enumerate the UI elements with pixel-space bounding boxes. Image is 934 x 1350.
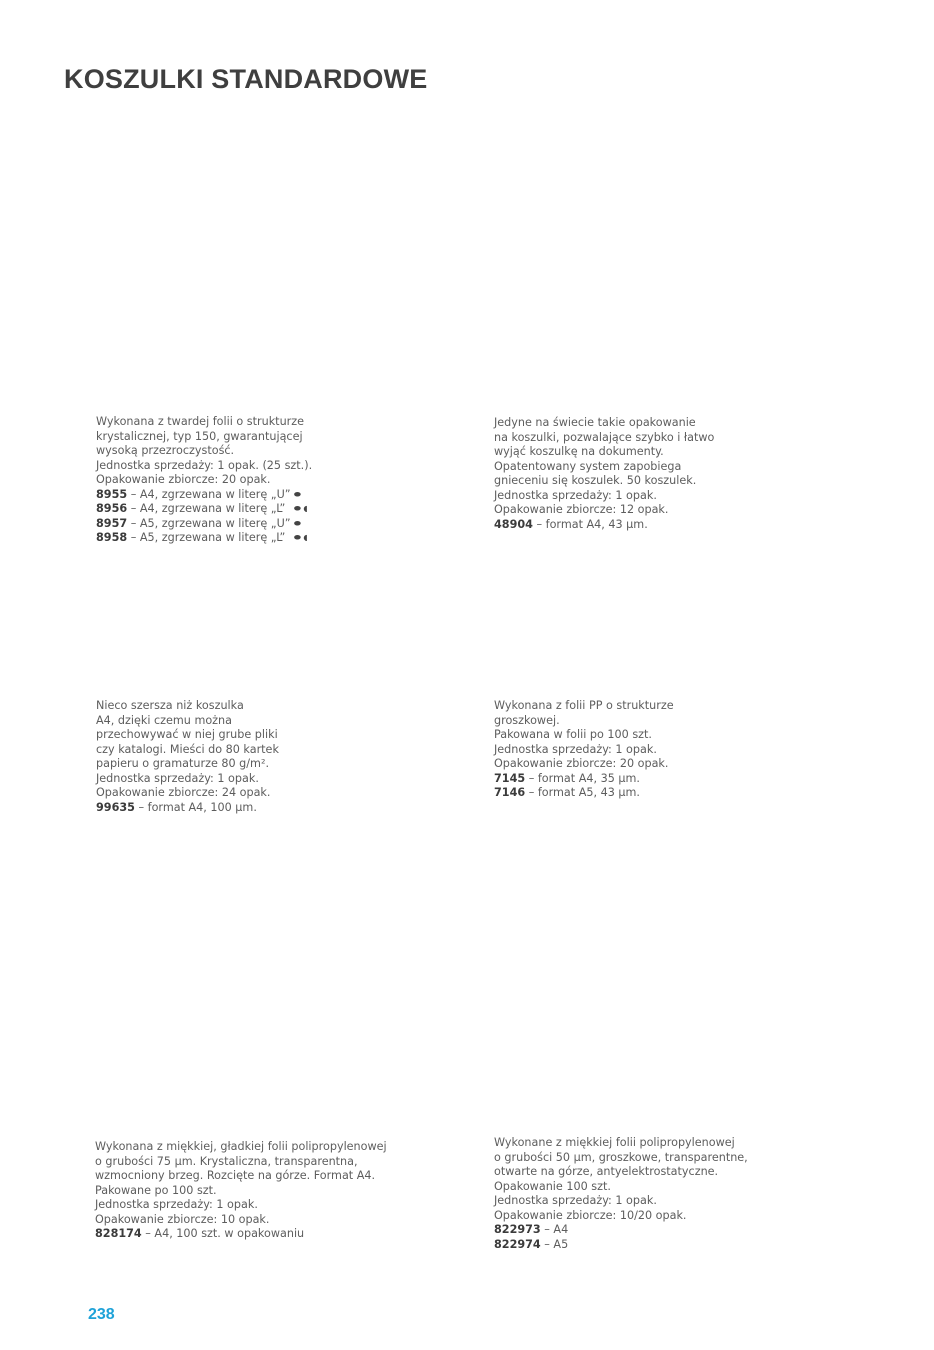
description-line: Opakowanie zbiorcze: 10/20 opak. xyxy=(494,1208,687,1222)
product-code-line xyxy=(494,1223,748,1238)
description-line: wzmocniony brzeg. Rozcięte na górze. Format A4. xyxy=(95,1169,376,1182)
product-code-desc: – A5, zgrzewana w literę „U” xyxy=(127,516,291,530)
description-line: otwarte na górze, antyelektrostatyczne. xyxy=(494,1165,719,1178)
description-line: gnieceniu się koszulek. 50 koszulek. xyxy=(494,474,697,487)
product-description-6 xyxy=(494,1136,748,1252)
product-code-desc: – A4, zgrzewana w literę „U” xyxy=(127,487,291,501)
symbol-icon: ⬬ ◖ xyxy=(294,504,308,513)
description-line: wysoką przezroczystość. xyxy=(96,444,235,457)
description-line: przechowywać w niej grube pliki xyxy=(96,728,278,741)
description-line: o grubości 50 μm, groszkowe, transparentne, xyxy=(494,1150,748,1164)
product-code-line xyxy=(96,502,312,517)
product-description-3 xyxy=(96,699,279,815)
product-code: 8958 xyxy=(96,531,128,544)
page-number: 238 xyxy=(88,1306,115,1323)
description-line: groszkowej. xyxy=(494,713,560,727)
description-line: A4, dzięki czemu można xyxy=(96,713,233,727)
product-code-line xyxy=(96,517,312,532)
product-code-line xyxy=(494,518,714,533)
product-description-5 xyxy=(95,1140,387,1242)
product-code: 8957 xyxy=(96,516,128,530)
product-code: 828174 xyxy=(95,1227,142,1240)
description-line: o grubości 75 μm. Krystaliczna, transparentna, xyxy=(95,1154,358,1168)
description-line: Jedyne na świecie takie opakowanie xyxy=(494,416,696,429)
description-line: Opakowanie zbiorcze: 10 opak. xyxy=(95,1212,270,1226)
product-code: 822973 xyxy=(494,1223,541,1236)
product-code-desc: – A4, zgrzewana w literę „L” xyxy=(127,502,286,515)
description-line: wyjąć koszulkę na dokumenty. xyxy=(494,445,664,458)
symbol-icon: ⬬ ◖ xyxy=(294,533,308,542)
product-code-desc: – A5 xyxy=(540,1237,569,1251)
description-line: Jednostka sprzedaży: 1 opak. xyxy=(494,742,657,756)
product-code-line xyxy=(96,488,312,503)
description-line: Opakowanie 100 szt. xyxy=(494,1179,611,1193)
description-line: Jednostka sprzedaży: 1 opak. xyxy=(494,1194,657,1207)
description-line: Jednostka sprzedaży: 1 opak. (25 szt.). xyxy=(96,458,313,472)
description-line: Opatentowany system zapobiega xyxy=(494,459,682,473)
product-code: 8955 xyxy=(96,487,128,501)
description-line: Pakowane po 100 szt. xyxy=(95,1183,217,1197)
product-code: 7145 xyxy=(494,771,526,785)
product-code-desc: – A5, zgrzewana w literę „L” xyxy=(127,531,286,544)
product-code: 99635 xyxy=(96,800,135,814)
product-code-line xyxy=(494,772,674,787)
description-line: Jednostka sprzedaży: 1 opak. xyxy=(494,488,657,502)
product-code-desc: – format A4, 35 μm. xyxy=(525,771,640,785)
description-line: Wykonana z folii PP o strukturze xyxy=(494,699,674,712)
description-line: czy katalogi. Mieści do 80 kartek xyxy=(96,742,279,756)
product-code-desc: – format A4, 43 μm. xyxy=(532,517,648,531)
description-line: Nieco szersza niż koszulka xyxy=(96,699,244,712)
product-code-desc: – format A5, 43 μm. xyxy=(525,786,640,799)
product-description-1 xyxy=(96,415,312,546)
product-description-4 xyxy=(494,699,674,801)
description-line: Pakowana w folii po 100 szt. xyxy=(494,728,652,741)
description-line: na koszulki, pozwalające szybko i łatwo xyxy=(494,430,715,444)
product-code-line xyxy=(494,786,674,801)
description-line: papieru o gramaturze 80 g/m². xyxy=(96,757,269,770)
product-code-desc: – A4, 100 szt. w opakowaniu xyxy=(141,1227,305,1240)
description-line: Opakowanie zbiorcze: 12 opak. xyxy=(494,503,669,516)
description-line: Opakowanie zbiorcze: 20 opak. xyxy=(96,473,271,486)
description-line: Jednostka sprzedaży: 1 opak. xyxy=(95,1198,258,1211)
description-line: Wykonane z miękkiej folii polipropylenowej xyxy=(494,1136,735,1149)
description-line: krystalicznej, typ 150, gwarantującej xyxy=(96,429,303,443)
product-code: 822974 xyxy=(494,1237,541,1251)
product-description-2 xyxy=(494,416,714,532)
product-code-line xyxy=(95,1227,387,1242)
description-line: Opakowanie zbiorcze: 20 opak. xyxy=(494,757,669,770)
product-code-desc: – A4 xyxy=(540,1223,569,1236)
description-line: Wykonana z miękkiej, gładkiej folii polipropylenowej xyxy=(95,1140,387,1153)
product-code: 7146 xyxy=(494,786,526,799)
page-title: KOSZULKI STANDARDOWE xyxy=(64,64,428,94)
product-code-desc: – format A4, 100 μm. xyxy=(134,800,257,814)
product-code-line xyxy=(96,801,279,816)
product-code: 8956 xyxy=(96,502,128,515)
product-code-line xyxy=(96,531,312,546)
description-line: Wykonana z twardej folii o strukturze xyxy=(96,415,305,428)
description-line: Jednostka sprzedaży: 1 opak. xyxy=(96,771,259,785)
description-line: Opakowanie zbiorcze: 24 opak. xyxy=(96,786,271,799)
product-code-line xyxy=(494,1238,748,1253)
symbol-icon: ⬬ xyxy=(294,489,301,499)
product-code: 48904 xyxy=(494,517,533,531)
symbol-icon: ⬬ xyxy=(294,518,301,528)
